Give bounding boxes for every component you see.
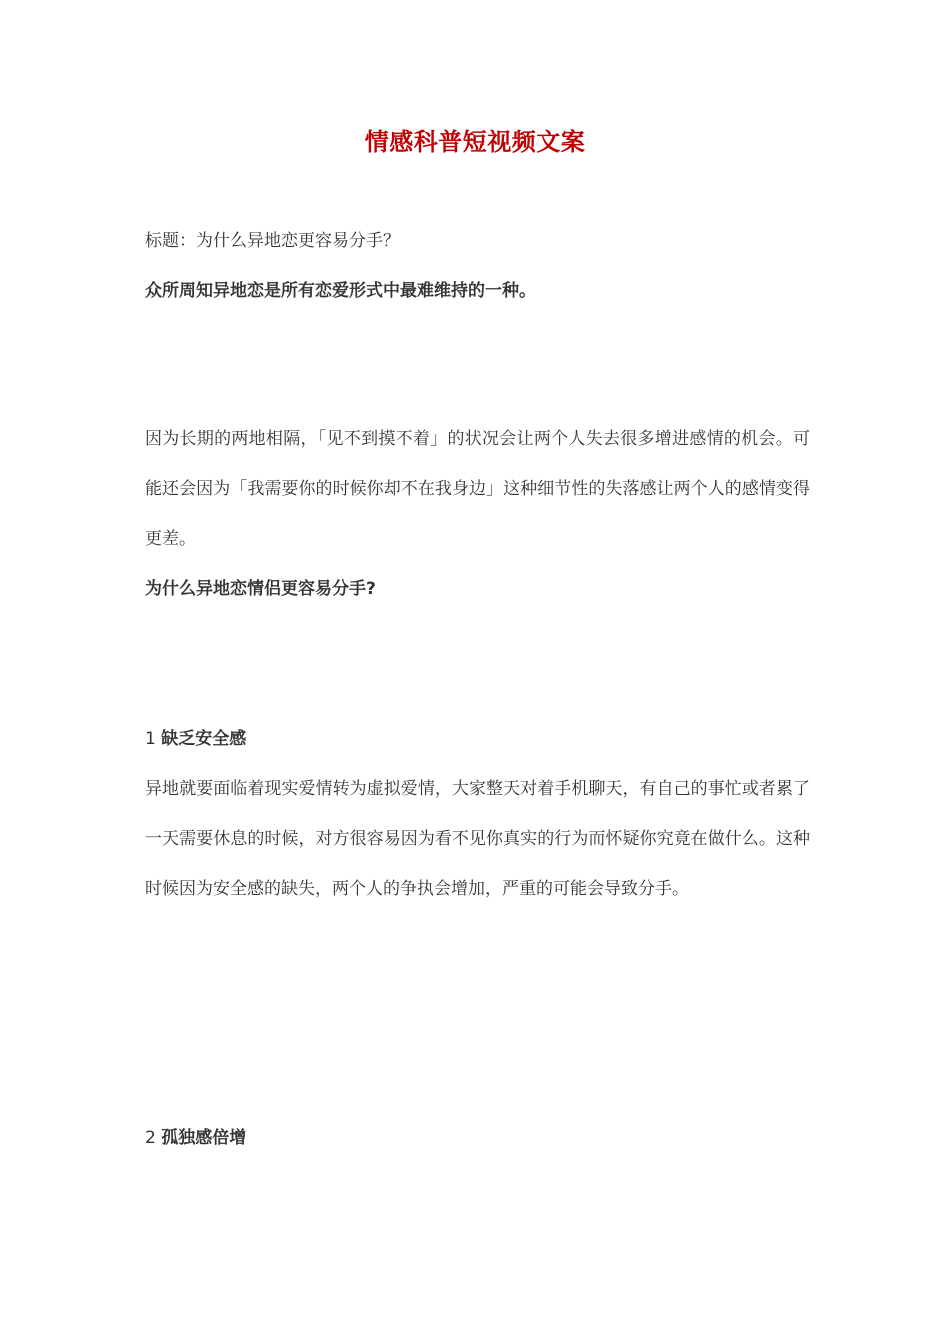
document-title: 情感科普短视频文案 <box>364 128 586 156</box>
section-2-heading <box>145 1123 815 1153</box>
intro-statement: 众所周知异地恋是所有恋爱形式中最难维持的一种。 <box>145 281 536 301</box>
section-2-number: 2 <box>145 1128 162 1148</box>
section-1-title: 缺乏安全感 <box>161 729 247 749</box>
section-1-heading <box>145 724 815 754</box>
section-1-number: 1 <box>145 729 162 749</box>
subtitle-line: 标题：为什么异地恋更容易分手？ <box>145 231 400 251</box>
paragraph-intro: 因为长期的两地相隔，「见不到摸不着」的状况会让两个人失去很多增进感情的机会。可能还会因为「我需要你的时候你却不在我身边」这种细节性的失落感让两个人的感情变得更差。 <box>145 429 810 549</box>
section-1-body: 异地就要面临着现实爱情转为虚拟爱情，大家整天对着手机聊天，有自己的事忙或者累了一天需要休息的时候，对方很容易因为看不见你真实的行为而怀疑你究竟在做什么。这种时候因为安全感的缺失，两个人的争执会增加，严重的可能会导致分手。 <box>145 779 810 899</box>
section-2-title: 孤独感倍增 <box>161 1128 247 1148</box>
question-heading: 为什么异地恋情侣更容易分手? <box>145 579 376 599</box>
